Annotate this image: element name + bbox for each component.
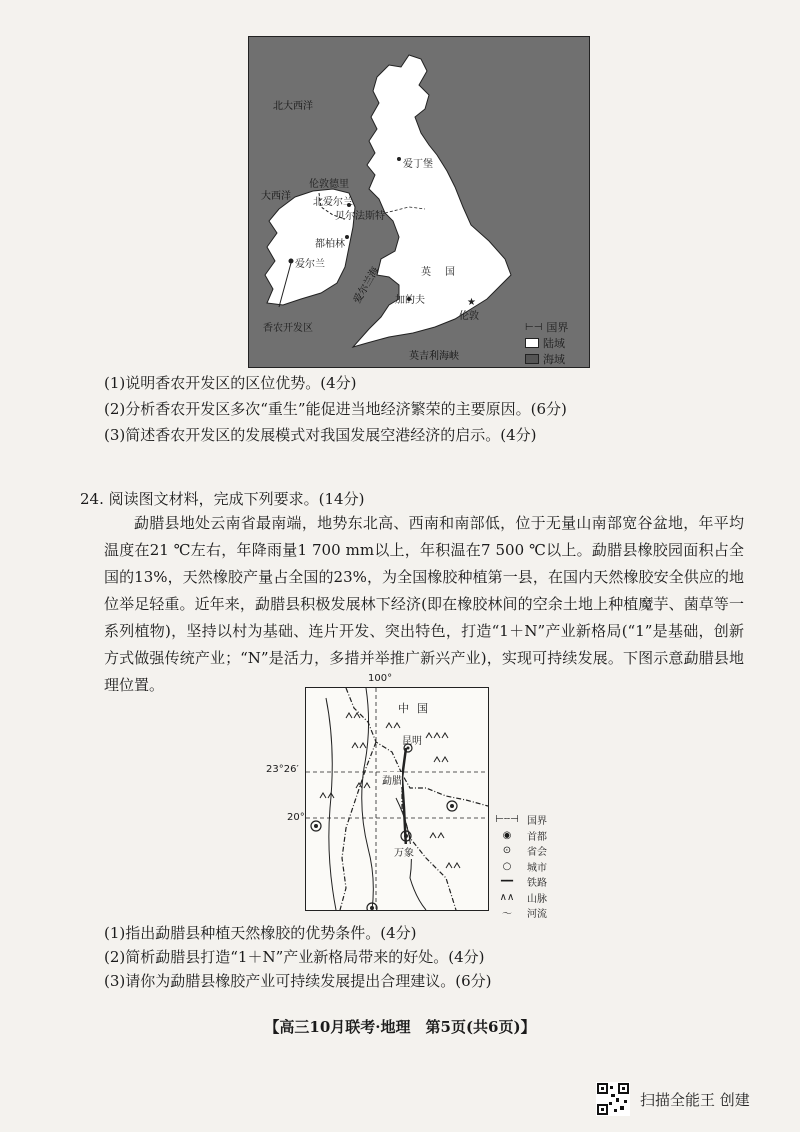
capital-south-dot (370, 906, 374, 910)
legend2-city-row (495, 859, 547, 875)
river-2 (326, 698, 336, 910)
q24-sub3: (3)请你为勐腊县橡胶产业可持续发展提出合理建议。(6分) (104, 972, 492, 990)
map1-legend (525, 319, 568, 367)
q23-sub1: (1)说明香农开发区的区位优势。(4分) (104, 374, 357, 392)
aberdeen-dot (397, 157, 401, 161)
legend2-river-label: 河流 (527, 909, 547, 921)
londonderry-label: 伦敦德里 (309, 179, 349, 190)
legend2-mountain-row (495, 890, 547, 906)
land-swatch-icon (525, 338, 539, 348)
north-atlantic-label: 北大西洋 (273, 101, 313, 112)
vientiane-dot (404, 834, 408, 838)
map2-shapes (306, 688, 488, 910)
city-icon: ○ (502, 860, 512, 872)
province-capital-icon: ⊙ (502, 845, 512, 857)
london-label: 伦敦 (459, 311, 479, 322)
legend2-river-row (495, 905, 547, 921)
vientiane-label: 万象 (394, 844, 414, 859)
legend2-city-label: 城市 (527, 862, 547, 874)
shannon-marker (289, 259, 294, 264)
border-line-icon: ⊢┄⊣ (495, 814, 519, 826)
capital-west-dot (314, 824, 318, 828)
channel-label: 英吉利海峡 (409, 351, 459, 362)
lon-100-label: 100° (368, 673, 393, 684)
kunming-label: 昆明 (402, 736, 422, 747)
mengla-location-map (305, 687, 489, 911)
lat-20-label: 20° (287, 812, 305, 823)
legend2-capital-row (495, 828, 547, 844)
scanner-watermark (596, 1082, 750, 1116)
map-shapes (249, 37, 589, 367)
legend-land-label: 陆域 (543, 337, 565, 350)
legend-border-label: 国界 (546, 321, 569, 334)
border-symbol-icon: ⊢⊣ (525, 321, 543, 333)
mountain-icon: ∧∧ (499, 891, 515, 903)
atlantic-label: 大西洋 (261, 191, 291, 202)
legend-sea-label: 海域 (543, 353, 565, 366)
railway-icon: ━━ (500, 876, 514, 888)
aberdeen-label: 爱丁堡 (403, 159, 433, 170)
mountain-symbols (320, 713, 460, 868)
legend2-mountain-label: 山脉 (527, 893, 547, 905)
irish-sea-label: 爱尔兰海 (351, 265, 382, 306)
northern-ireland-label: 北爱尔兰 (313, 197, 353, 208)
q24-heading: 24. 阅读图文材料，完成下列要求。(14分) (80, 490, 365, 508)
ireland-label: 爱尔兰 (295, 259, 325, 270)
qr-code-icon (596, 1082, 630, 1116)
dublin-label: 都柏林 (315, 239, 345, 250)
sea-swatch-icon (525, 354, 539, 364)
legend-border-row (525, 319, 568, 335)
legend2-border-row (495, 812, 547, 828)
page-footer: 【高三10月联考·地理 第5页(共6页)】 (264, 1018, 536, 1036)
capital-east-dot (450, 804, 454, 808)
china-label: 中国 (398, 702, 436, 715)
great-britain-land (353, 55, 511, 347)
cardiff-label: 加的夫 (395, 295, 425, 306)
legend-sea-row (525, 351, 568, 367)
legend2-railway-row (495, 874, 547, 890)
shannon-label: 香农开发区 (263, 323, 313, 334)
capital-icon: ◉ (502, 829, 512, 841)
q23-sub3: (3)简述香农开发区的发展模式对我国发展空港经济的启示。(4分) (104, 426, 537, 444)
legend2-railway-label: 铁路 (527, 878, 547, 890)
legend2-capital-label: 首都 (527, 831, 547, 843)
british-isles-map (248, 36, 590, 368)
legend2-province-label: 省会 (527, 847, 547, 859)
q24-material: 勐腊县地处云南省最南端，地势东北高、西南和南部低，位于无量山南部宽谷盆地，年平均温度在21 ℃左右，年降雨量1 700 mm以上，年积温在7 500 ℃以上。勐腊县橡胶园面积占全国的13%，天然橡胶产量占全国的23%，为全国橡胶种植第一县，在国内天然橡胶安全供应的地位举足轻重。近年来，勐腊县积极发展林下经济(即在橡胶林间的空余土地上种植魔芋、菌草等一系列植物)，坚持以村为基础、连片开发、突出特色，打造“1＋N”产业新格局(“1”是基础，创新方式做强传统产业；“N”是活力，多措并举推广新兴产业)，实现可持续发展。下图示意勐腊县地理位置。 (104, 514, 744, 694)
river-icon: 〜 (502, 909, 512, 921)
london-star: ★ (467, 297, 476, 308)
mengla-label: 勐腊 (382, 772, 402, 787)
legend2-province-row (495, 843, 547, 859)
q24-sub1: (1)指出勐腊县种植天然橡胶的优势条件。(4分) (104, 924, 417, 942)
legend-land-row (525, 335, 568, 351)
national-border-2 (340, 742, 376, 910)
q23-sub2: (2)分析香农开发区多次“重生”能促进当地经济繁荣的主要原因。(6分) (104, 400, 567, 418)
lat-2326-label: 23°26′ (266, 764, 299, 775)
dublin-dot (345, 235, 349, 239)
map2-legend (495, 812, 547, 921)
belfast-label: 贝尔法斯特 (335, 211, 385, 222)
q24-sub2: (2)简析勐腊县打造“1＋N”产业新格局带来的好处。(4分) (104, 948, 485, 966)
legend2-border-label: 国界 (527, 816, 547, 828)
scanner-text: 扫描全能王 创建 (640, 1090, 750, 1109)
uk-label: 英国 (421, 267, 469, 278)
